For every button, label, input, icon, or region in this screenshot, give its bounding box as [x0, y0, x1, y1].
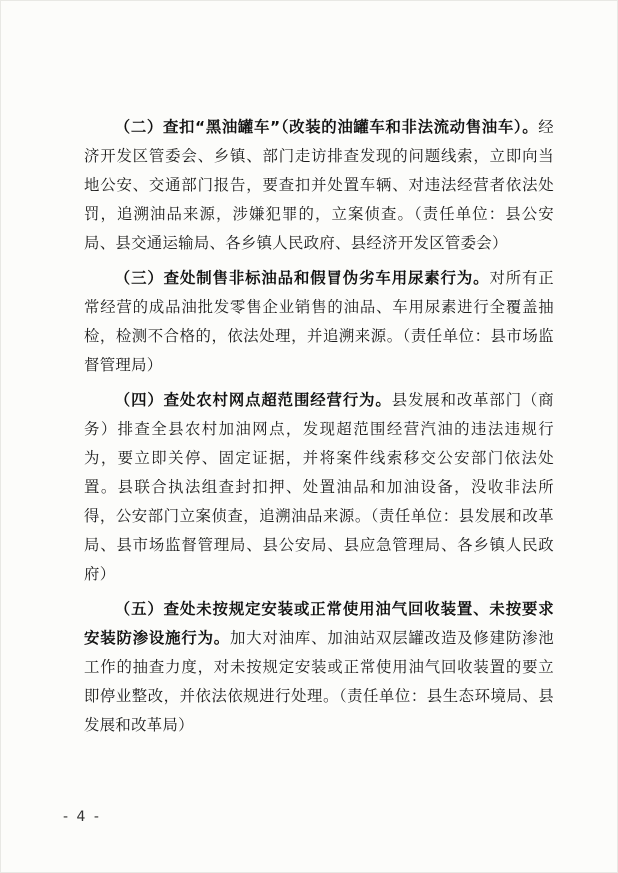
section-text: 经济开发区管委会、乡镇、部门走访排查发现的问题线索，立即向当地公安、交通部门报告，要查扣并处置车辆、对违法经营者依法处罚，追溯油品来源，涉嫌犯罪的，立案侦查。（责任单位：县公安局、县交通运输局、各乡镇人民政府、县经济开发区管委会） — [84, 118, 554, 252]
section-vehicle-seizure — [84, 113, 554, 258]
document-body — [84, 113, 554, 740]
section-heading: （二）查扣“黑油罐车”（改装的油罐车和非法流动售油车）。 — [114, 118, 539, 136]
section-text: 县发展和改革部门（商务）排查全县农村加油网点，发现超范围经营汽油的违法违规行为，要立即关停、固定证据，并将案件线索移交公安部门依法处置。县联合执法组查封扣押、处置油品和加油设备，没收非法所得，公安部门立案侦查，追溯油品来源。（责任单位：县发展和改革局、县市场监督管理局、县公安局、县应急管理局、各乡镇人民政府） — [84, 391, 554, 583]
section-text: 对所有正常经营的成品油批发零售企业销售的油品、车用尿素进行全覆盖抽检，检测不合格的，依法处理，并追溯来源。（责任单位：县市场监督管理局） — [84, 269, 554, 374]
section-heading: （五）查处未按规定安装或正常使用油气回收装置、未按要求安装防渗设施行为。 — [84, 600, 554, 647]
section-nonstandard-oil — [84, 264, 554, 380]
page-number: - 4 - — [63, 809, 101, 825]
section-vapor-recovery — [84, 595, 554, 740]
section-rural-outlets — [84, 386, 554, 589]
section-heading: （四）查处农村网点超范围经营行为。 — [114, 391, 392, 409]
section-text: 加大对油库、加油站双层罐改造及修建防渗池工作的抽查力度，对未按规定安装或正常使用油气回收装置的要立即停业整改，并依法依规进行处理。（责任单位：县生态环境局、县发展和改革局） — [84, 629, 554, 734]
section-heading: （三）查处制售非标油品和假冒伪劣车用尿素行为。 — [114, 269, 490, 287]
